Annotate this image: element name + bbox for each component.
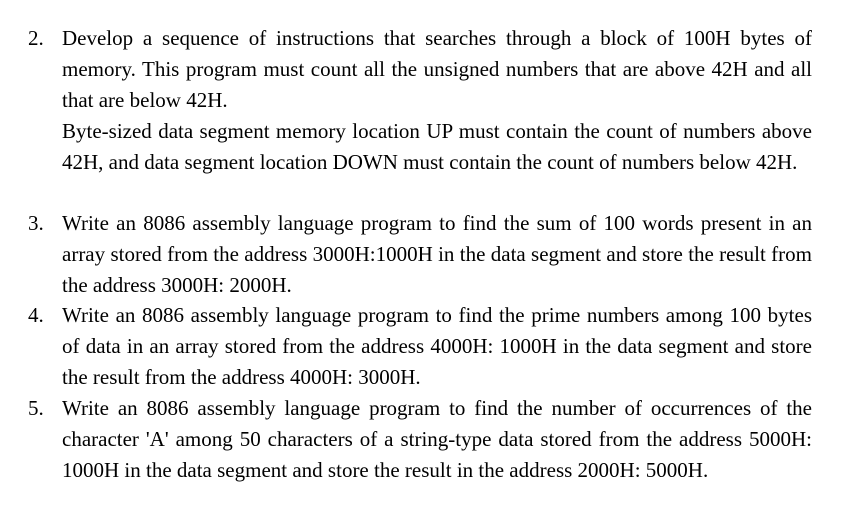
item-paragraph: Byte-sized data segment memory location UP must contain the count of numbers above 42H, and data segment location DOWN must contain the count of numbers below 42H. <box>62 119 812 174</box>
item-paragraph: Write an 8086 assembly language program to find the prime numbers among 100 bytes of data in an array stored from the address 4000H: 1000H in the data segment and store the result from the address 4000H: 3000H. <box>62 303 812 389</box>
list-item-2 <box>0 23 812 178</box>
list-item-5 <box>0 393 812 486</box>
list-item-3 <box>0 208 812 301</box>
item-number: 4. <box>28 303 44 327</box>
item-paragraph: Write an 8086 assembly language program to find the sum of 100 words present in an array stored from the address 3000H:1000H in the data segment and store the result from the address 3000H: 2000H. <box>62 211 812 297</box>
item-paragraph: Write an 8086 assembly language program to find the number of occurrences of the character 'A' among 50 characters of a string-type data stored from the address 5000H: 1000H in the data segment and store the result in the address 2000H: 5000H. <box>62 396 812 482</box>
item-number: 3. <box>28 211 44 235</box>
item-paragraph: Develop a sequence of instructions that searches through a block of 100H bytes of memory. This program must count all the unsigned numbers that are above 42H and all that are below 42H. <box>62 26 812 112</box>
item-number: 5. <box>28 396 44 420</box>
item-number: 2. <box>28 26 44 50</box>
list-item-4 <box>0 300 812 393</box>
